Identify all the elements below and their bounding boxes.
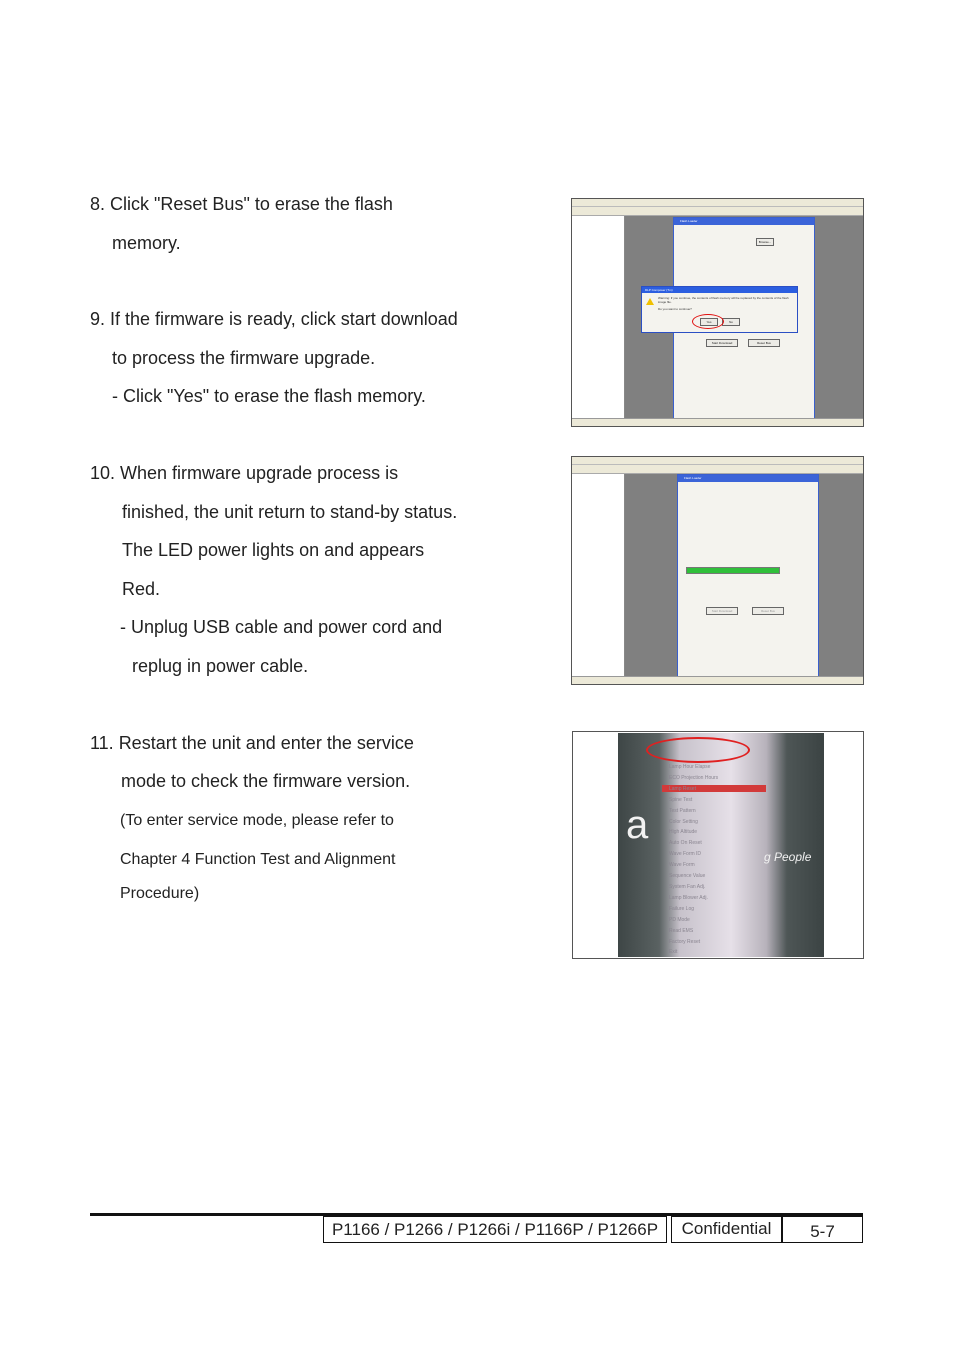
download-progress-bar xyxy=(686,567,780,574)
work-area xyxy=(625,474,863,676)
no-button[interactable]: No xyxy=(722,318,740,326)
project-tree xyxy=(572,474,625,676)
osd-menu-item: Test Pattern xyxy=(669,807,696,814)
start-download-button[interactable]: Start Download xyxy=(706,339,738,347)
osd-menu-item: Failure Log xyxy=(669,905,695,912)
flash-loader-panel xyxy=(677,474,819,678)
logo-fragment: g People xyxy=(764,850,812,864)
step-9-line-3: - Click "Yes" to erase the flash memory. xyxy=(112,386,426,406)
step-11-line-2: mode to check the firmware version. xyxy=(121,771,411,791)
screenshot-flash-loader-complete xyxy=(571,456,864,685)
step-10-line-3: The LED power lights on and appears xyxy=(122,540,425,560)
warning-icon xyxy=(646,298,654,305)
osd-menu-item: Lamp Reset xyxy=(669,785,696,792)
osd-menu-item: Factory Reset xyxy=(669,938,701,945)
osd-menu-item: ECO Projection Hours xyxy=(669,774,719,781)
osd-menu-item: High Altitude xyxy=(669,829,698,836)
flash-loader-title-bar xyxy=(674,218,814,225)
step-11-note-3: Procedure) xyxy=(120,885,200,902)
confirm-dialog-question: Do you want to continue? xyxy=(658,307,692,311)
status-bar xyxy=(572,676,863,684)
browse-button[interactable]: Browse... xyxy=(756,238,774,246)
menu-bar xyxy=(572,457,863,465)
yes-button[interactable]: Yes xyxy=(700,318,718,326)
osd-menu-item: Lamp Hour Elapse xyxy=(669,764,711,770)
photo-background xyxy=(618,733,824,957)
step-10-line-6: replug in power cable. xyxy=(132,656,309,676)
step-11-note-1: (To enter service mode, please refer to xyxy=(120,812,394,829)
logo-letter: a xyxy=(626,803,649,847)
menu-bar xyxy=(572,199,863,207)
osd-menu-item: Sequence Value xyxy=(669,873,706,880)
step-11-note-2: Chapter 4 Function Test and Alignment xyxy=(120,851,396,868)
footer-confidential: Confidential xyxy=(671,1216,782,1243)
reset-bus-button[interactable]: Reset Bus xyxy=(748,339,780,347)
step-10-line-5: - Unplug USB cable and power cord and xyxy=(120,617,443,637)
step-10-line-2: finished, the unit return to stand-by status. xyxy=(122,502,458,522)
step-8-line-1: 8. Click "Reset Bus" to erase the flash xyxy=(90,194,393,214)
step-9-line-2: to process the firmware upgrade. xyxy=(112,348,376,368)
project-tree xyxy=(572,216,625,418)
footer-models: P1166 / P1266 / P1266i / P1166P / P1266P xyxy=(323,1216,667,1243)
osd-menu-item: Read EMS xyxy=(669,927,694,934)
toolbar xyxy=(572,207,863,216)
start-download-button[interactable]: Start Download xyxy=(706,607,738,615)
yes-highlight-circle xyxy=(692,314,724,329)
flash-loader-title-bar xyxy=(678,475,818,482)
confirm-dialog-title: DLP Composer (Tm) xyxy=(645,288,673,292)
step-9-line-1: 9. If the firmware is ready, click start download xyxy=(90,309,458,329)
osd-menu-item: Exit xyxy=(669,949,678,956)
reset-bus-button[interactable]: Reset Bus xyxy=(752,607,784,615)
osd-menu-item: Wave Form xyxy=(669,862,695,869)
osd-menu-item: Wave Form ID xyxy=(669,851,702,858)
work-area xyxy=(625,216,863,418)
toolbar xyxy=(572,465,863,474)
step-10-line-1: 10. When firmware upgrade process is xyxy=(90,463,399,483)
osd-menu-item: Lamp Blower Adj. xyxy=(669,894,708,901)
screenshot-service-mode-photo xyxy=(572,731,864,959)
osd-menu-item: System Fan Adj. xyxy=(669,883,706,890)
version-highlight-circle xyxy=(646,737,750,763)
confirm-dialog xyxy=(641,286,798,333)
step-10-line-4: Red. xyxy=(122,579,161,599)
flash-loader-title: Flash Loader xyxy=(684,476,702,480)
step-8-line-2: memory. xyxy=(112,233,181,253)
confirm-dialog-message: Warning: If you continue, the contents of flash memory will be replaced by the contents of the flash image file. xyxy=(658,296,789,304)
osd-menu-item: Auto On Reset xyxy=(669,840,702,847)
osd-menu-item: Color Setting xyxy=(669,818,698,825)
flash-loader-title: Flash Loader xyxy=(680,219,698,223)
step-11-line-1: 11. Restart the unit and enter the service xyxy=(90,733,414,753)
osd-menu-item: Spine Test xyxy=(669,796,693,803)
footer-page-number: 5-7 xyxy=(782,1216,863,1243)
status-bar xyxy=(572,418,863,426)
screenshot-flash-loader-confirm xyxy=(571,198,864,427)
osd-menu-item: PD Mode xyxy=(669,916,690,923)
confirm-dialog-title-bar xyxy=(642,287,797,293)
osd-service-menu xyxy=(669,762,718,958)
